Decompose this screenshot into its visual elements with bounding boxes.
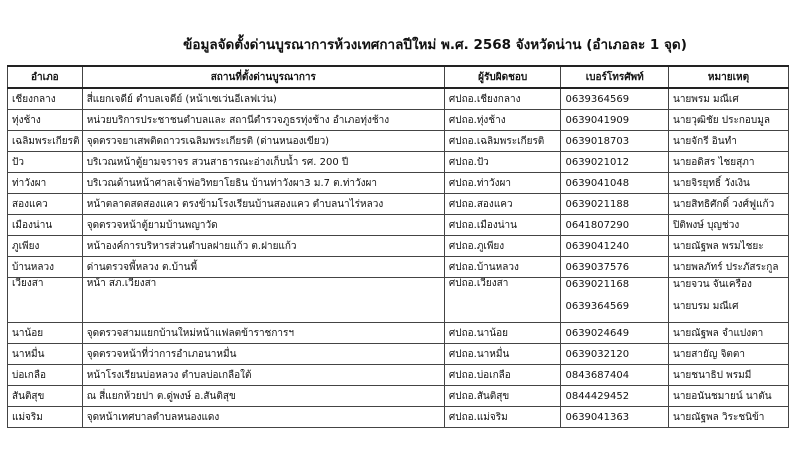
cell-location: บริเวณด้านหน้าศาลเจ้าพ่อวิทยาโยธิน บ้านท่าวังผา3 ม.7 ต.ท่าวังผา (82, 173, 444, 194)
cell-notes (668, 110, 788, 131)
cell-district: นาหมื่น (8, 344, 83, 365)
note-name: นายจวน จันเครื่อง (672, 279, 752, 290)
cell-district: ปัว (8, 152, 83, 173)
cell-phone (561, 194, 669, 215)
note-name: นายจักรี อินทำ (672, 135, 737, 147)
header-notes: หมายเหตุ (668, 66, 788, 88)
table-row (8, 215, 789, 236)
cell-phone (561, 386, 669, 407)
note-name: นายอดิสร ไชยสุภา (672, 156, 755, 168)
table-row (8, 278, 789, 323)
cell-responsible: ศปถอ.บ่อเกลือ (444, 365, 561, 386)
table-row (8, 323, 789, 344)
header-district: อำเภอ (8, 66, 83, 88)
cell-district: เชียงกลาง (8, 88, 83, 110)
cell-notes (668, 131, 788, 152)
cell-responsible: ศปถอ.แม่จริม (444, 407, 561, 428)
header-location: สถานที่ตั้งด่านบูรณาการ (82, 66, 444, 88)
cell-district: เฉลิมพระเกียรติ (8, 131, 83, 152)
cell-location: จุดตรวจยาเสพติดถาวรเฉลิมพระเกียรติ (ด่านหนองเขียว) (82, 131, 444, 152)
cell-notes (668, 386, 788, 407)
cell-location: ณ สี่แยกห้วยปา ต.ดู่พงษ์ อ.สันติสุข (82, 386, 444, 407)
table-row (8, 173, 789, 194)
cell-notes (668, 344, 788, 365)
cell-notes (668, 215, 788, 236)
cell-district: บ้านหลวง (8, 257, 83, 278)
cell-notes (668, 257, 788, 278)
cell-phone (561, 407, 669, 428)
phone-number: 0844429452 (565, 390, 630, 402)
cell-notes (668, 278, 788, 323)
table-row (8, 194, 789, 215)
cell-district: ภูเพียง (8, 236, 83, 257)
cell-district: สันติสุข (8, 386, 83, 407)
cell-notes (668, 365, 788, 386)
phone-number: 0639032120 (565, 348, 630, 360)
table-row (8, 386, 789, 407)
note-name: ปิติพงษ์ บุญช่วง (672, 219, 740, 231)
cell-notes (668, 407, 788, 428)
table-row (8, 407, 789, 428)
cell-location: บริเวณหน้าตู้ยามจราจร สวนสาธารณะอ่างเก็บน้ำ รศ. 200 ปี (82, 152, 444, 173)
phone-number: 0639364569 (565, 301, 630, 312)
cell-location: จุดตรวจสามแยกบ้านใหม่หน้าแฟลตข้าราชการฯ (82, 323, 444, 344)
table-row (8, 344, 789, 365)
note-name: นายชนาธิป พรมมี (672, 369, 752, 381)
cell-location: จุดตรวจหน้าที่ว่าการอำเภอนาหมื่น (82, 344, 444, 365)
table-row (8, 88, 789, 110)
cell-phone (561, 131, 669, 152)
table-row (8, 365, 789, 386)
note-name: นายสายัญ จิตตา (672, 348, 746, 360)
cell-phone (561, 365, 669, 386)
cell-responsible: ศปถอ.บ้านหลวง (444, 257, 561, 278)
cell-district: เวียงสา (8, 278, 83, 323)
cell-location: หน้า สภ.เวียงสา (82, 278, 444, 323)
cell-notes (668, 194, 788, 215)
header-responsible: ผู้รับผิดชอบ (444, 66, 561, 88)
note-name: นายพรม มณีเศ (672, 93, 739, 105)
note-name: นายบรม มณีเศ (672, 301, 739, 312)
note-name: นายพลภัทร์ ประภัสระกูล (672, 261, 779, 273)
cell-district: ท่าวังผา (8, 173, 83, 194)
cell-notes (668, 323, 788, 344)
note-name: นายณัฐพล พรมไชยะ (672, 240, 764, 252)
cell-responsible: ศปถอ.นาหมื่น (444, 344, 561, 365)
cell-district: นาน้อย (8, 323, 83, 344)
cell-phone (561, 215, 669, 236)
phone-number: 0639018703 (565, 135, 630, 147)
cell-location: สี่แยกเจดีย์ ตำบลเจดีย์ (หน้าเซเว่นอีเลฟเว่น) (82, 88, 444, 110)
note-name: นายจิรยุทธิ์ วังเงิน (672, 177, 750, 189)
cell-district: เมืองน่าน (8, 215, 83, 236)
phone-number: 0639041048 (565, 177, 630, 189)
note-name: นายวุฒิชัย ประกอบมูล (672, 114, 770, 126)
note-name: นายณัฐพล วิระชนิข้า (672, 411, 765, 423)
cell-district: บ่อเกลือ (8, 365, 83, 386)
phone-number: 0639041240 (565, 240, 630, 252)
cell-responsible: ศปถอ.เฉลิมพระเกียรติ (444, 131, 561, 152)
cell-responsible: ศปถอ.สองแคว (444, 194, 561, 215)
cell-district: ทุ่งช้าง (8, 110, 83, 131)
cell-location: หน้าโรงเรียนบ่อหลวง ตำบลบ่อเกลือใต้ (82, 365, 444, 386)
cell-phone (561, 323, 669, 344)
cell-phone (561, 88, 669, 110)
phone-number: 0641807290 (565, 219, 630, 231)
table-row (8, 131, 789, 152)
note-name: นายอนันชมายน์ นาตัน (672, 390, 772, 402)
header-phone: เบอร์โทรศัพท์ (561, 66, 669, 88)
cell-notes (668, 88, 788, 110)
checkpoint-table (7, 65, 789, 428)
cell-phone (561, 110, 669, 131)
cell-phone (561, 236, 669, 257)
cell-location: ด่านตรวจพี้หลวง ต.บ้านพี้ (82, 257, 444, 278)
cell-phone (561, 344, 669, 365)
cell-location: หน้าองค์การบริหารส่วนตำบลฝายแก้ว ต.ฝายแก้ว (82, 236, 444, 257)
cell-notes (668, 152, 788, 173)
note-name: นายสิทธิศักดิ์ วงศ์ฟูแก้ว (672, 198, 775, 210)
table-header-row (8, 66, 789, 88)
cell-responsible: ศปถอ.นาน้อย (444, 323, 561, 344)
cell-location: จุดตรวจหน้าตู้ยามบ้านพญาวัด (82, 215, 444, 236)
phone-number: 0639364569 (565, 93, 630, 105)
cell-responsible: ศปถอ.ท่าวังผา (444, 173, 561, 194)
cell-responsible: ศปถอ.เมืองน่าน (444, 215, 561, 236)
note-name: นายณัฐพล จำแปงตา (672, 327, 764, 339)
cell-responsible: ศปถอ.ภูเพียง (444, 236, 561, 257)
cell-location: หน่วยบริการประชาชนตำบลและ สถานีตำรวจภูธรทุ่งช้าง อำเภอทุ่งช้าง (82, 110, 444, 131)
phone-number: 0639037576 (565, 261, 630, 273)
phone-number: 0843687404 (565, 369, 630, 381)
cell-responsible: ศปถอ.เชียงกลาง (444, 88, 561, 110)
cell-district: สองแคว (8, 194, 83, 215)
cell-phone (561, 152, 669, 173)
cell-location: จุดหน้าเทศบาลตำบลหนองแดง (82, 407, 444, 428)
phone-number: 0639021168 (565, 279, 630, 290)
table-row (8, 236, 789, 257)
cell-responsible: ศปถอ.เวียงสา (444, 278, 561, 323)
table-row (8, 110, 789, 131)
cell-notes (668, 236, 788, 257)
cell-phone (561, 173, 669, 194)
document-title: ข้อมูลจัดตั้งด่านบูรณาการห้วงเทศกาลปีใหม่ พ.ศ. 2568 จังหวัดน่าน (อำเภอละ 1 จุด) (183, 37, 687, 53)
phone-number: 0639024649 (565, 327, 630, 339)
table-row (8, 152, 789, 173)
cell-notes (668, 173, 788, 194)
table-row (8, 257, 789, 278)
cell-phone (561, 278, 669, 323)
phone-number: 0639041909 (565, 114, 630, 126)
phone-number: 0639021188 (565, 198, 630, 210)
cell-district: แม่จริม (8, 407, 83, 428)
cell-responsible: ศปถอ.ทุ่งช้าง (444, 110, 561, 131)
cell-location: หน้าตลาดสดสองแคว ตรงข้ามโรงเรียนบ้านสองแคว ตำบลนาไร่หลวง (82, 194, 444, 215)
cell-responsible: ศปถอ.สันติสุข (444, 386, 561, 407)
phone-number: 0639021012 (565, 156, 630, 168)
phone-number: 0639041363 (565, 411, 630, 423)
cell-phone (561, 257, 669, 278)
cell-responsible: ศปถอ.ปัว (444, 152, 561, 173)
